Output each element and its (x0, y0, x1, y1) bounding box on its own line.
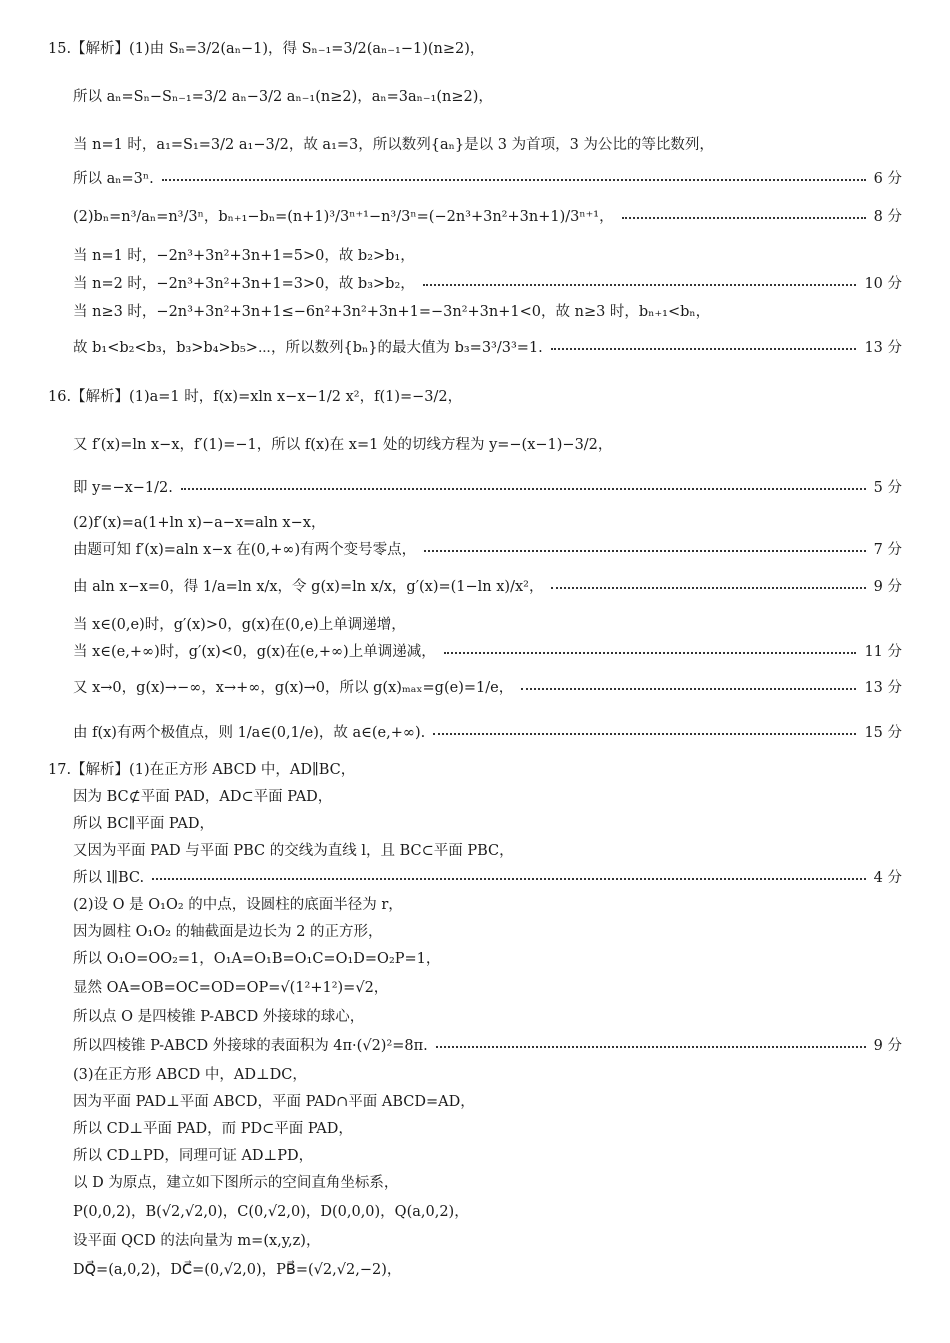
line-text: 当 n≥3 时，−2n³+3n²+3n+1≤−6n²+3n²+3n+1=−3n²+3n+1<0，故 n≥3 时，bₙ₊₁<bₙ， (73, 303, 711, 320)
leader-dots (444, 652, 857, 654)
score-label: 10 分 (864, 275, 902, 292)
line-text: 即 y=−x−1/2. (73, 479, 173, 496)
score-label: 7 分 (873, 541, 902, 558)
solution-line-q16-l4 (73, 507, 325, 535)
line-text: DQ⃗=(a,0,2)，DC⃗=(0,√2,0)，PB⃗=(√2,√2,−2)， (73, 1261, 402, 1278)
score-label: 5 分 (873, 479, 902, 496)
solution-line-q15-l3 (73, 129, 714, 157)
line-text: (3)在正方形 ABCD 中，AD⊥DC， (73, 1066, 307, 1083)
score-label: 9 分 (873, 578, 902, 595)
leader-dots (162, 179, 866, 181)
score-label: 13 分 (864, 679, 902, 696)
leader-dots (433, 733, 856, 735)
solution-line-q16-l10 (73, 717, 902, 745)
solution-line-q17-l12 (73, 1059, 307, 1087)
line-text: (2)bₙ=n³/aₙ=n³/3ⁿ，bₙ₊₁−bₙ=(n+1)³/3ⁿ⁺¹−n³/3ⁿ=(−2n³+3n²+3n+1)/3ⁿ⁺¹， (73, 208, 614, 225)
line-text: 所以 BC∥平面 PAD， (73, 815, 214, 832)
solution-line-q16-head (48, 381, 462, 409)
line-text: 设平面 QCD 的法向量为 m=(x,y,z)， (73, 1232, 321, 1249)
score-label: 15 分 (864, 724, 902, 741)
line-text: 由题可知 f′(x)=aln x−x 在(0,+∞)有两个变号零点， (73, 541, 417, 558)
leader-dots (521, 688, 856, 690)
leader-dots (551, 348, 857, 350)
leader-dots (181, 488, 866, 490)
line-text: 故 b₁<b₂<b₃，b₃>b₄>b₅>⋯，所以数列{bₙ}的最大值为 b₃=3³/3³=1. (73, 339, 543, 356)
leader-dots (424, 550, 866, 552)
leader-dots (152, 878, 866, 880)
line-text: 当 n=1 时，a₁=S₁=3/2 a₁−3/2，故 a₁=3，所以数列{aₙ}是以 3 为首项，3 为公比的等比数列， (73, 136, 714, 153)
line-text: (2)f′(x)=a(1+ln x)−a−x=aln x−x， (73, 514, 326, 531)
solution-line-q16-l6 (73, 571, 902, 599)
solution-line-q15-l4 (73, 163, 902, 191)
solution-line-q17-l11 (73, 1030, 902, 1058)
solution-line-q15-l7 (73, 268, 902, 296)
solution-line-q15-l9 (73, 332, 902, 360)
solution-line-q15-l5 (73, 201, 902, 229)
line-text: 以 D 为原点，建立如下图所示的空间直角坐标系， (73, 1174, 399, 1191)
line-text: 又 f′(x)=ln x−x，f′(1)=−1，所以 f(x)在 x=1 处的切线方程为 y=−(x−1)−3/2， (73, 436, 613, 453)
line-text: 当 n=1 时，−2n³+3n²+3n+1=5>0，故 b₂>b₁， (73, 247, 415, 264)
line-text: 又 x→0，g(x)→−∞，x→+∞，g(x)→0，所以 g(x)ₘₐₓ=g(e)=1/e， (73, 679, 514, 696)
line-text: 显然 OA=OB=OC=OD=OP=√(1²+1²)=√2， (73, 979, 389, 996)
line-text: 17.【解析】(1)在正方形 ABCD 中，AD∥BC， (48, 761, 356, 778)
solution-line-q17-l8 (73, 943, 440, 971)
score-label: 9 分 (873, 1037, 902, 1054)
line-text: 所以点 O 是四棱锥 P-ABCD 外接球的球心， (73, 1008, 365, 1025)
line-text: 因为平面 PAD⊥平面 ABCD，平面 PAD∩平面 ABCD=AD， (73, 1093, 475, 1110)
score-label: 11 分 (864, 643, 902, 660)
line-text: 又因为平面 PAD 与平面 PBC 的交线为直线 l，且 BC⊂平面 PBC， (73, 842, 514, 859)
score-label: 8 分 (873, 208, 902, 225)
leader-dots (622, 217, 866, 219)
line-text: 由 aln x−x=0，得 1/a=ln x/x，令 g(x)=ln x/x，g′(x)=(1−ln x)/x²， (73, 578, 544, 595)
solution-line-q15-l6 (73, 240, 415, 268)
line-text: 当 n=2 时，−2n³+3n²+3n+1=3>0，故 b₃>b₂， (73, 275, 415, 292)
solution-line-q17-l15 (73, 1140, 313, 1168)
line-text: 所以 CD⊥平面 PAD，而 PD⊂平面 PAD， (73, 1120, 353, 1137)
solution-line-q17-l18 (73, 1225, 320, 1253)
line-text: 所以 l∥BC. (73, 869, 145, 886)
solution-line-q16-l3 (73, 472, 902, 500)
score-label: 4 分 (873, 869, 902, 886)
solution-line-q16-l8 (73, 636, 902, 664)
line-text: 因为圆柱 O₁O₂ 的轴截面是边长为 2 的正方形， (73, 923, 383, 940)
solution-line-q17-l10 (73, 1001, 364, 1029)
leader-dots (436, 1046, 866, 1048)
solution-line-q17-l17 (73, 1196, 469, 1224)
score-label: 6 分 (873, 170, 902, 187)
solution-line-q17-l3 (73, 808, 214, 836)
line-text: 因为 BC⊄平面 PAD，AD⊂平面 PAD， (73, 788, 333, 805)
line-text: 当 x∈(0,e)时，g′(x)>0，g(x)在(0,e)上单调递增， (73, 616, 406, 633)
line-text: 所以 CD⊥PD，同理可证 AD⊥PD， (73, 1147, 314, 1164)
solution-line-q17-l14 (73, 1113, 353, 1141)
line-text: 当 x∈(e,+∞)时，g′(x)<0，g(x)在(e,+∞)上单调递减， (73, 643, 436, 660)
solution-line-q16-l7 (73, 609, 406, 637)
leader-dots (423, 284, 857, 286)
solution-line-q17-l4 (73, 835, 514, 863)
solution-line-q17-l5 (73, 862, 902, 890)
solution-line-q15-l8 (73, 296, 710, 324)
line-text: 15.【解析】(1)由 Sₙ=3/2(aₙ−1)，得 Sₙ₋₁=3/2(aₙ₋₁−1)(n≥2)， (48, 40, 485, 57)
solution-line-q16-l2 (73, 429, 612, 457)
score-label: 13 分 (864, 339, 902, 356)
solution-line-q17-l2 (73, 781, 332, 809)
line-text: P(0,0,2)，B(√2,√2,0)，C(0,√2,0)，D(0,0,0)，Q(a,0,2)， (73, 1203, 469, 1220)
line-text: 所以 aₙ=3ⁿ. (73, 170, 154, 187)
solution-line-q15-head (48, 33, 484, 61)
solution-line-q17-l16 (73, 1167, 398, 1195)
line-text: 16.【解析】(1)a=1 时，f(x)=xln x−x−1/2 x²，f(1)=−3/2， (48, 388, 463, 405)
leader-dots (551, 587, 865, 589)
solution-line-q17-l9 (73, 972, 388, 1000)
solution-line-q17-l6 (73, 889, 403, 917)
solution-line-q15-l2 (73, 81, 493, 109)
solution-line-q17-l13 (73, 1086, 475, 1114)
line-text: (2)设 O 是 O₁O₂ 的中点，设圆柱的底面半径为 r， (73, 896, 403, 913)
solution-line-q16-l9 (73, 672, 902, 700)
solution-line-q16-l5 (73, 534, 902, 562)
line-text: 由 f(x)有两个极值点，则 1/a∈(0,1/e)，故 a∈(e,+∞). (73, 724, 426, 741)
solution-line-q17-l19 (73, 1254, 401, 1282)
line-text: 所以四棱锥 P-ABCD 外接球的表面积为 4π·(√2)²=8π. (73, 1037, 428, 1054)
solution-line-q17-head (48, 754, 355, 782)
line-text: 所以 O₁O=OO₂=1，O₁A=O₁B=O₁C=O₁D=O₂P=1， (73, 950, 441, 967)
solution-line-q17-l7 (73, 916, 383, 944)
line-text: 所以 aₙ=Sₙ−Sₙ₋₁=3/2 aₙ−3/2 aₙ₋₁(n≥2)，aₙ=3aₙ₋₁(n≥2)， (73, 88, 493, 105)
